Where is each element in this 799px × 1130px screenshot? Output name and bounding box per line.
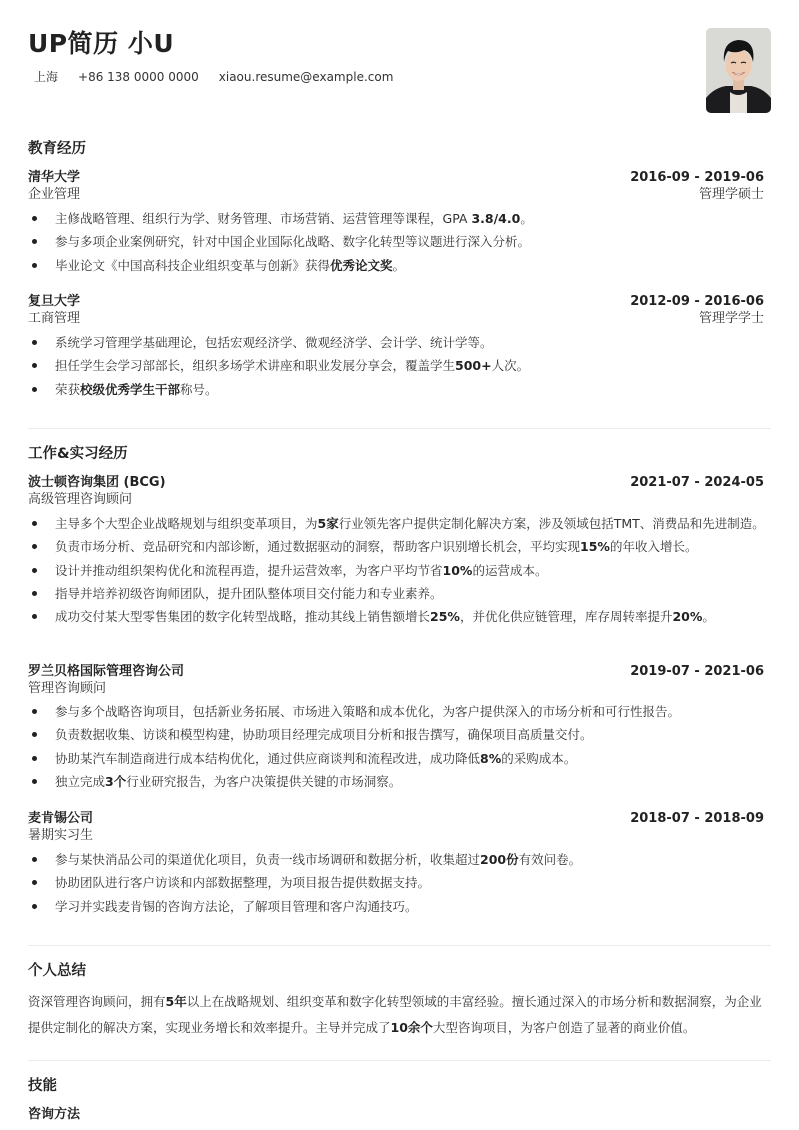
education-entry-header [28, 170, 764, 203]
job-role: 高级管理咨询顾问 [28, 492, 133, 507]
school-name: 复旦大学 [28, 294, 81, 309]
company-name: 罗兰贝格国际管理咨询公司 [28, 664, 185, 679]
list-item: 参与多项企业案例研究，针对中国企业国际化战略、数字化转型等议题进行深入分析。 [28, 233, 771, 250]
candidate-name: UP简历 小U [28, 29, 175, 58]
section-title-work: 工作&实习经历 [28, 446, 128, 462]
work-entry-header [28, 811, 764, 844]
section-title-education: 教育经历 [28, 141, 86, 157]
summary-text: 资深管理咨询顾问，拥有5年以上在战略规划、组织变革和数字化转型领域的丰富经验。擅长通过深入的市场分析和数据洞察，为企业提供定制化的解决方案，实现业务增长和效率提升。主导并完成了10余个大型咨询项目，为客户创造了显著的商业价值。 [28, 994, 762, 1035]
list-item: 担任学生会学习部部长，组织多场学术讲座和职业发展分享会，覆盖学生500+人次。 [28, 357, 771, 374]
section-divider [28, 945, 771, 946]
company-name: 波士顿咨询集团 (BCG) [28, 475, 166, 490]
section-title-summary: 个人总结 [28, 963, 86, 979]
skill-category: 咨询方法 [28, 1107, 81, 1122]
date-range: 2018-07 - 2018-09 [630, 811, 764, 826]
avatar-portrait-icon [706, 28, 771, 113]
date-range: 2019-07 - 2021-06 [630, 664, 764, 679]
education-bullets [28, 334, 771, 404]
date-range: 2012-09 - 2016-06 [630, 294, 764, 309]
list-item: 荣获校级优秀学生干部称号。 [28, 381, 771, 398]
section-divider [28, 428, 771, 429]
list-item: 设计并推动组织架构优化和流程再造，提升运营效率，为客户平均节省10%的运营成本。 [28, 562, 771, 579]
profile-photo [706, 28, 771, 113]
phone: +86 138 0000 0000 [78, 70, 199, 84]
education-bullets [28, 210, 771, 280]
company-name: 麦肯锡公司 [28, 811, 94, 826]
list-item: 独立完成3个行业研究报告，为客户决策提供关键的市场洞察。 [28, 773, 771, 790]
work-bullets [28, 851, 771, 921]
list-item: 指导并培养初级咨询师团队，提升团队整体项目交付能力和专业素养。 [28, 585, 771, 602]
major: 企业管理 [28, 187, 81, 202]
education-entry-header [28, 294, 764, 327]
list-item: 主导多个大型企业战略规划与组织变革项目，为5家行业领先客户提供定制化解决方案，涉及领域包括TMT、消费品和先进制造。 [28, 515, 771, 532]
list-item: 参与某快消品公司的渠道优化项目，负责一线市场调研和数据分析，收集超过200份有效问卷。 [28, 851, 771, 868]
degree: 管理学学士 [698, 311, 764, 326]
job-role: 暑期实习生 [28, 828, 94, 843]
contact-info [28, 67, 413, 87]
work-bullets [28, 703, 771, 796]
school-name: 清华大学 [28, 170, 81, 185]
list-item: 系统学习管理学基础理论，包括宏观经济学、微观经济学、会计学、统计学等。 [28, 334, 771, 351]
degree: 管理学硕士 [698, 187, 764, 202]
list-item: 负责市场分析、竞品研究和内部诊断，通过数据驱动的洞察，帮助客户识别增长机会，平均实现15%的年收入增长。 [28, 538, 771, 555]
job-role: 管理咨询顾问 [28, 681, 107, 696]
list-item: 协助团队进行客户访谈和内部数据整理，为项目报告提供数据支持。 [28, 874, 771, 891]
list-item: 主修战略管理、组织行为学、财务管理、市场营销、运营管理等课程，GPA 3.8/4.0。 [28, 210, 771, 227]
location: 上海 [34, 70, 59, 84]
list-item: 协助某汽车制造商进行成本结构优化，通过供应商谈判和流程改进，成功降低8%的采购成本。 [28, 750, 771, 767]
date-range: 2016-09 - 2019-06 [630, 170, 764, 185]
date-range: 2021-07 - 2024-05 [630, 475, 764, 490]
list-item: 毕业论文《中国高科技企业组织变革与创新》获得优秀论文奖。 [28, 257, 771, 274]
list-item: 学习并实践麦肯锡的咨询方法论，了解项目管理和客户沟通技巧。 [28, 898, 771, 915]
resume-header [28, 26, 413, 87]
list-item: 负责数据收集、访谈和模型构建，协助项目经理完成项目分析和报告撰写，确保项目高质量交付。 [28, 726, 771, 743]
work-bullets [28, 515, 771, 631]
major: 工商管理 [28, 311, 81, 326]
list-item: 参与多个战略咨询项目，包括新业务拓展、市场进入策略和成本优化，为客户提供深入的市场分析和可行性报告。 [28, 703, 771, 720]
section-title-skills: 技能 [28, 1078, 57, 1094]
email: xiaou.resume@example.com [218, 70, 394, 84]
work-entry-header [28, 664, 764, 697]
work-entry-header [28, 475, 764, 508]
list-item: 成功交付某大型零售集团的数字化转型战略，推动其线上销售额增长25%，并优化供应链管理，库存周转率提升20%。 [28, 608, 771, 625]
section-divider [28, 1060, 771, 1061]
